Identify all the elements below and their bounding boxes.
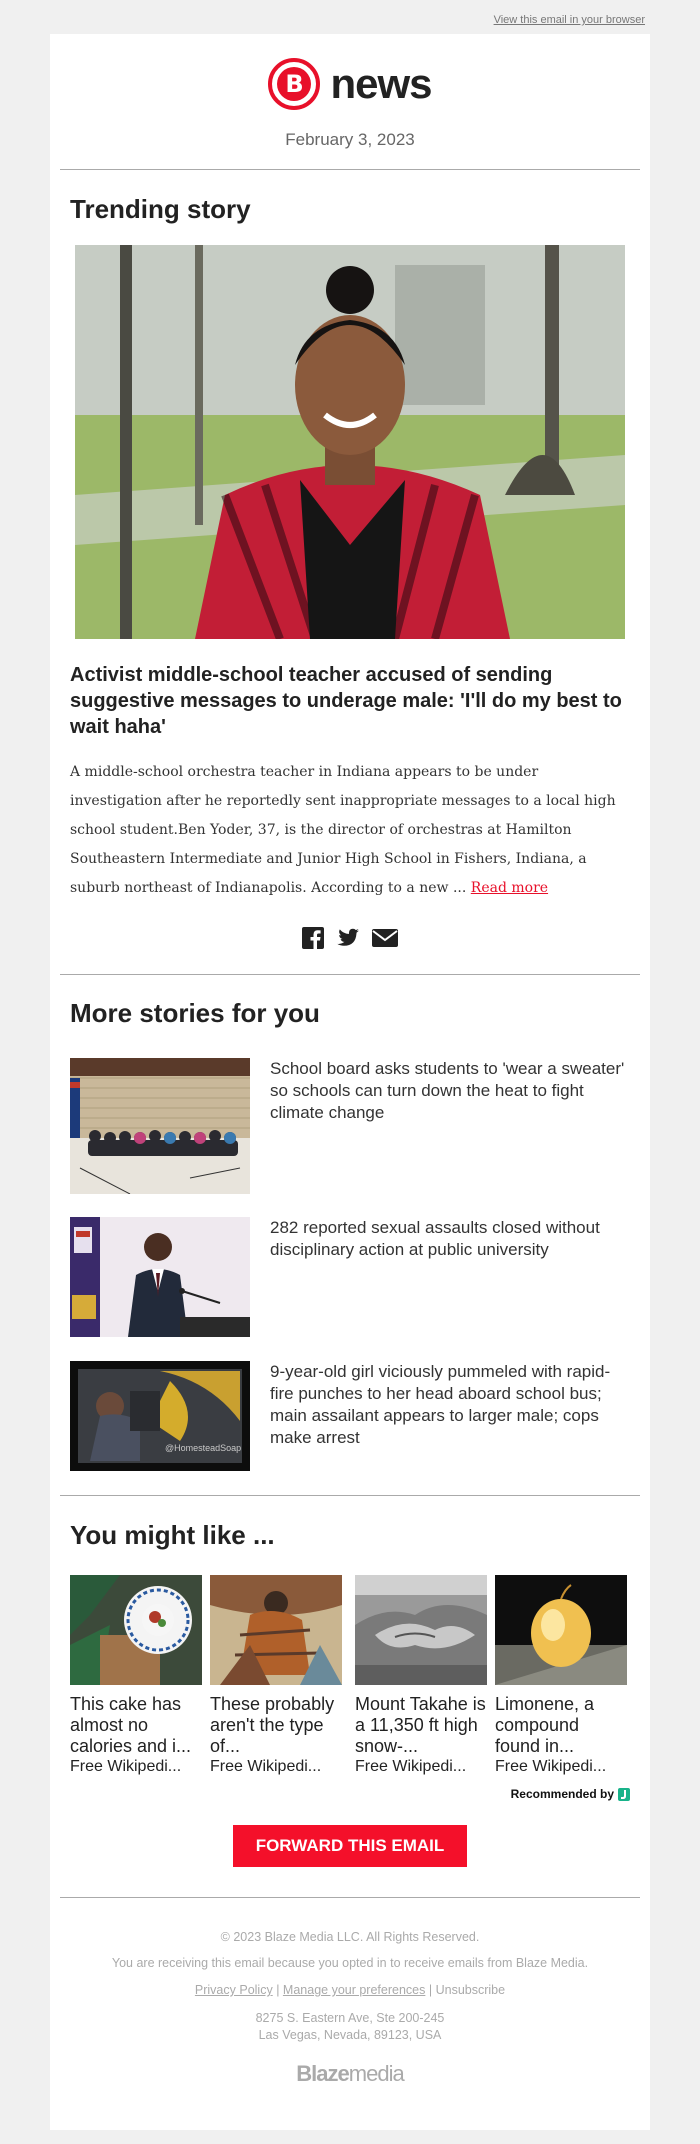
recommendation-image-cake (70, 1575, 202, 1685)
unsubscribe-link[interactable]: Unsubscribe (435, 1983, 506, 1997)
recommendation-title[interactable]: Limonene, a compound found in... (495, 1694, 595, 1756)
story-thumbnail-bus (70, 1361, 250, 1471)
divider (60, 974, 640, 975)
share-row (50, 927, 650, 949)
story-item[interactable] (70, 1058, 630, 1194)
story-thumbnail-gym (70, 1058, 250, 1194)
facebook-icon[interactable] (302, 927, 324, 949)
recommender-logo-icon (618, 1788, 630, 1801)
you-might-like-section-title: You might like ... (70, 1520, 275, 1550)
recommended-by-label: Recommended by (510, 1787, 614, 1801)
story-thumbnail-watermark: @HomesteadSoap (165, 1443, 242, 1453)
recommendation-title[interactable]: This cake has almost no calories and i... (70, 1694, 192, 1756)
blaze-media-logo-blaze: Blaze (296, 2061, 349, 2086)
trending-summary-text: A middle-school orchestra teacher in Indiana appears to be under investigation after he reportedly sent inappropriate messages to a local high school student.Ben Yoder, 37, is the director of orchestras at Hamilton Southeastern Intermediate and Junior High School in Fishers, Indiana, a suburb northeast of Indianapolis. According to a new ... (70, 764, 616, 896)
topbar (0, 0, 700, 34)
trending-photo-illustration (75, 245, 625, 639)
recommendation-source: Free Wikipedi... (495, 1758, 607, 1775)
recommendation-source: Free Wikipedi... (355, 1758, 467, 1775)
email-card (50, 34, 650, 2130)
footer-reason: You are receiving this email because you opted in to receive emails from Blaze Media. (111, 1956, 589, 1970)
recommendation-tile[interactable] (355, 1575, 487, 1777)
blaze-media-logo-media: media (348, 2061, 404, 2086)
recommendation-title[interactable]: These probably aren't the type of... (210, 1694, 335, 1756)
recommendation-source: Free Wikipedi... (70, 1758, 182, 1775)
footer-address-line2: Las Vegas, Nevada, 89123, USA (258, 2028, 442, 2042)
blaze-media-logo[interactable] (50, 2061, 650, 2087)
recommendation-image-mountain (355, 1575, 487, 1685)
story-title[interactable]: 282 reported sexual assaults closed without disciplinary action at public university (270, 1218, 600, 1259)
manage-preferences-link[interactable]: Manage your preferences (282, 1983, 426, 1997)
recommended-by[interactable] (511, 1787, 630, 1801)
more-stories-section-title: More stories for you (70, 998, 320, 1028)
footer-links (50, 1983, 650, 1997)
email-header (50, 34, 650, 150)
divider (60, 169, 640, 170)
footer-copyright: © 2023 Blaze Media LLC. All Rights Reserved. (220, 1930, 480, 1944)
twitter-icon[interactable] (336, 927, 360, 949)
read-more-link[interactable]: Read more (470, 880, 549, 896)
recommendation-image-limonene (495, 1575, 627, 1685)
divider (60, 1495, 640, 1496)
brand-logo[interactable] (50, 54, 650, 114)
forward-email-button[interactable]: FORWARD THIS EMAIL (233, 1825, 467, 1867)
footer-separator: | (428, 1983, 433, 1997)
story-item[interactable] (70, 1217, 630, 1337)
footer-address-line1: 8275 S. Eastern Ave, Ste 200-245 (255, 2011, 445, 2025)
story-thumbnail-speaker (70, 1217, 250, 1337)
view-in-browser-link[interactable]: View this email in your browser (493, 14, 645, 26)
recommendation-source: Free Wikipedi... (210, 1758, 322, 1775)
privacy-policy-link[interactable]: Privacy Policy (194, 1983, 273, 1997)
brand-word: news (330, 60, 432, 107)
email-share-icon[interactable] (372, 927, 398, 949)
email-date: February 3, 2023 (285, 130, 415, 149)
trending-story-image[interactable] (75, 245, 625, 639)
story-title[interactable]: School board asks students to 'wear a sweater' so schools can turn down the heat to fight climate change (270, 1059, 625, 1122)
trending-headline[interactable]: Activist middle-school teacher accused of sending suggestive messages to underage male: 'I'll do my best to wait haha' (70, 664, 622, 738)
recommendation-tile[interactable] (495, 1575, 627, 1777)
recommendation-tile[interactable] (210, 1575, 342, 1777)
recommendation-tile[interactable] (70, 1575, 202, 1777)
trending-section-title: Trending story (70, 194, 251, 224)
trending-summary (70, 758, 630, 903)
brand-letter: B (277, 67, 311, 101)
brand-logo-icon (268, 58, 320, 110)
divider (60, 1897, 640, 1898)
recommendation-title[interactable]: Mount Takahe is a 11,350 ft high snow-... (355, 1694, 486, 1756)
story-item[interactable] (70, 1361, 630, 1471)
footer-separator: | (276, 1983, 280, 1997)
recommendation-image-painting (210, 1575, 342, 1685)
story-title[interactable]: 9-year-old girl viciously pummeled with rapid-fire punches to her head aboard school bus; main assailant appears to larger male; cops make arrest (270, 1362, 611, 1447)
